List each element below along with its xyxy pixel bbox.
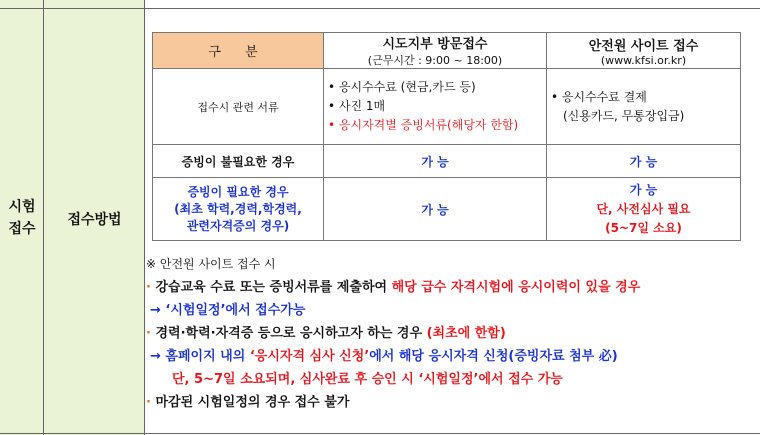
row-no-proof-site: 가 능	[547, 145, 741, 178]
note-item: · 강습교육 수료 또는 증빙서류를 제출하여 해당 급수 자격시험에 응시이력이 있을 경우	[146, 280, 641, 295]
proof-label-line: (최초 학력,경력,학경력,	[174, 201, 302, 216]
header-site	[547, 33, 741, 69]
site-subtitle: (www.kfsi.or.kr)	[600, 53, 687, 67]
note-item: → ‘시험일정’에서 접수가능	[150, 303, 306, 318]
note-item: · 경력·학력·자격증 등으로 응시하고자 하는 경우 (최초에 한함)	[146, 326, 506, 341]
notes-section	[146, 253, 756, 414]
top-divider	[0, 8, 760, 9]
header-visit	[324, 33, 547, 69]
row-documents-site	[547, 69, 741, 145]
row-documents-visit	[324, 69, 547, 145]
site-doc-note: (신용카드, 무통장입금)	[563, 108, 685, 123]
proof-label-line: 관련자격증의 경우)	[186, 218, 290, 233]
visit-subtitle: (근무시간 : 9:00 ~ 18:00)	[367, 54, 503, 67]
note-item: → 홈페이지 내의 ‘응시자격 심사 신청’에서 해당 응시자격 신청(증빙자료 첨부 必)	[150, 349, 618, 364]
note-item: 단, 5~7일 소요되며, 심사완료 후 승인 시 ‘시험일정’에서 접수 가능	[172, 372, 563, 387]
visit-title: 시도지부 방문접수	[382, 37, 488, 52]
label-line-1: 시험	[8, 199, 36, 215]
row-documents-label: 접수시 관련 서류	[153, 69, 324, 145]
site-doc-item: • 응시수수료 결제	[551, 89, 647, 104]
visit-doc-item: • 응시자격별 증빙서류(해당자 한함)	[328, 118, 519, 132]
note-heading: ※ 안전원 사이트 접수 시	[146, 257, 276, 271]
row-proof-site	[547, 178, 741, 241]
proof-site-line: (5~7일 소요)	[605, 220, 682, 235]
row-proof-visit: 가 능	[324, 178, 547, 241]
visit-doc-item: • 응시수수료 (현금,카드 등)	[328, 80, 476, 94]
proof-label-line: 증빙이 필요한 경우	[187, 184, 289, 199]
proof-site-line: 단, 사전심사 필요	[596, 201, 691, 216]
visit-doc-item: • 사진 1매	[328, 99, 386, 113]
header-gubun: 구 분	[153, 33, 324, 69]
note-item: · 마감된 시험일정의 경우 접수 불가	[146, 395, 350, 410]
exam-registration-label	[4, 196, 40, 240]
method-label: 접수방법	[67, 212, 122, 228]
registration-table	[152, 32, 741, 241]
row-no-proof-label: 증빙이 불필요한 경우	[153, 145, 324, 178]
bottom-divider	[0, 433, 760, 434]
row-proof-label	[153, 178, 324, 241]
proof-site-line: 가 능	[629, 182, 658, 197]
label-line-2: 접수	[8, 221, 36, 237]
site-title: 안전원 사이트 접수	[588, 38, 699, 54]
row-no-proof-visit: 가 능	[324, 145, 547, 178]
